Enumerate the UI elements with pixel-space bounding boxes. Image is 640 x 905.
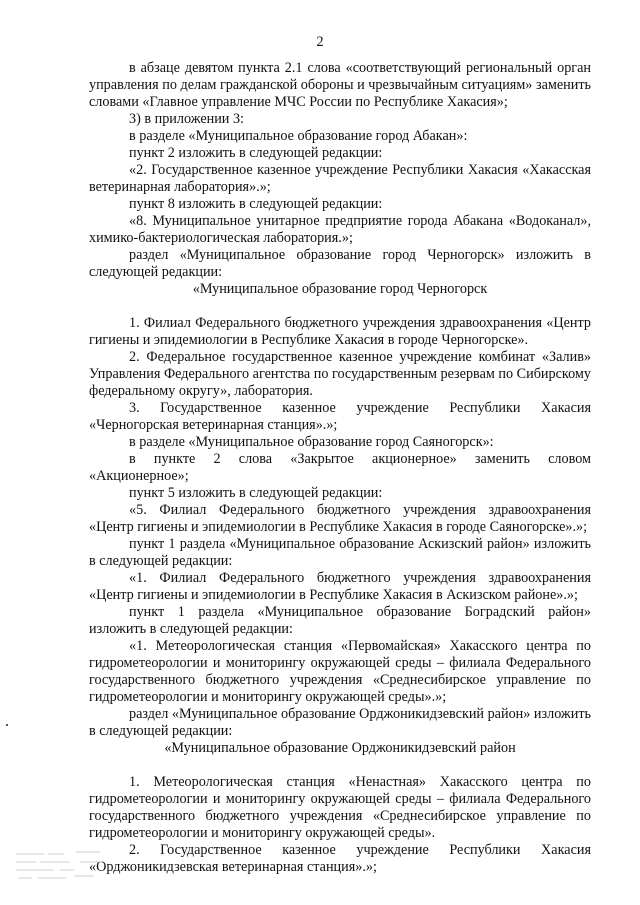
scan-speck <box>6 724 8 726</box>
paragraph: «1. Филиал Федерального бюджетного учреждения здравоохранения «Центр гигиены и эпидемиологии в Республике Хакасия в Аскизском районе».»; <box>89 570 591 603</box>
paragraph: в разделе «Муниципальное образование город Абакан»: <box>129 128 468 144</box>
list-item: 2. Федеральное государственное казенное учреждение комбинат «Залив» Управления Федерального агентства по государственным резервам по Сибирскому федеральному округу», лаборатория. <box>89 349 591 399</box>
paragraph: 3) в приложении 3: <box>129 111 244 127</box>
list-item: 1. Филиал Федерального бюджетного учреждения здравоохранения «Центр гигиены и эпидемиологии в Республике Хакасия в городе Черногорске». <box>89 315 591 348</box>
paragraph: «8. Муниципальное унитарное предприятие города Абакана «Водоканал», химико-бактериологическая лаборатория.»; <box>89 213 591 246</box>
paragraph: «5. Филиал Федерального бюджетного учреждения здравоохранения «Центр гигиены и эпидемиологии в Республике Хакасия в городе Саяногорске».»; <box>89 502 591 535</box>
list-item: 1. Метеорологическая станция «Ненастная» Хакасского центра по гидрометеорологии и мониторингу окружающей среды – филиала Федерального государственного бюджетного учреждения «Среднесибирское управление по гидрометеорологии и мониторингу окружающей среды». <box>89 774 591 841</box>
paragraph: пункт 2 изложить в следующей редакции: <box>129 145 383 161</box>
paragraph: в разделе «Муниципальное образование город Саяногорск»: <box>129 434 494 450</box>
list-item: 2. Государственное казенное учреждение Республики Хакасия «Орджоникидзевская ветеринарная станция».»; <box>89 842 591 875</box>
stamp-marks-icon <box>14 848 106 888</box>
paragraph: пункт 5 изложить в следующей редакции: <box>129 485 383 501</box>
page-number: 2 <box>316 34 324 50</box>
paragraph: раздел «Муниципальное образование Орджоникидзевский район» изложить в следующей редакции: <box>89 706 591 739</box>
document-body <box>89 60 591 876</box>
faded-stamp <box>14 848 106 888</box>
section-heading: «Муниципальное образование город Черногорск <box>192 281 488 297</box>
section-heading: «Муниципальное образование Орджоникидзевский район <box>164 740 516 756</box>
paragraph: «1. Метеорологическая станция «Первомайская» Хакасского центра по гидрометеорологии и мониторингу окружающей среды – филиала Федерального государственного бюджетного учреждения «Среднесибирское управление по гидрометеорологии и мониторингу окружающей среды».»; <box>89 638 591 705</box>
list-item: 3. Государственное казенное учреждение Республики Хакасия «Черногорская ветеринарная станция».»; <box>89 400 591 433</box>
paragraph: «2. Государственное казенное учреждение Республики Хакасия «Хакасская ветеринарная лаборатория».»; <box>89 162 591 195</box>
paragraph: пункт 1 раздела «Муниципальное образование Аскизский район» изложить в следующей редакции: <box>89 536 591 569</box>
paragraph: в пункте 2 слова «Закрытое акционерное» заменить словом «Акционерное»; <box>89 451 591 484</box>
paragraph: раздел «Муниципальное образование город Черногорск» изложить в следующей редакции: <box>89 247 591 280</box>
paragraph: в абзаце девятом пункта 2.1 слова «соответствующий региональный орган управления по делам гражданской обороны и чрезвычайным ситуациям» заменить словами «Главное управление МЧС России по Республике Хакасия»; <box>89 60 591 110</box>
paragraph: пункт 8 изложить в следующей редакции: <box>129 196 383 212</box>
paragraph: пункт 1 раздела «Муниципальное образование Боградский район» изложить в следующей редакции: <box>89 604 591 637</box>
